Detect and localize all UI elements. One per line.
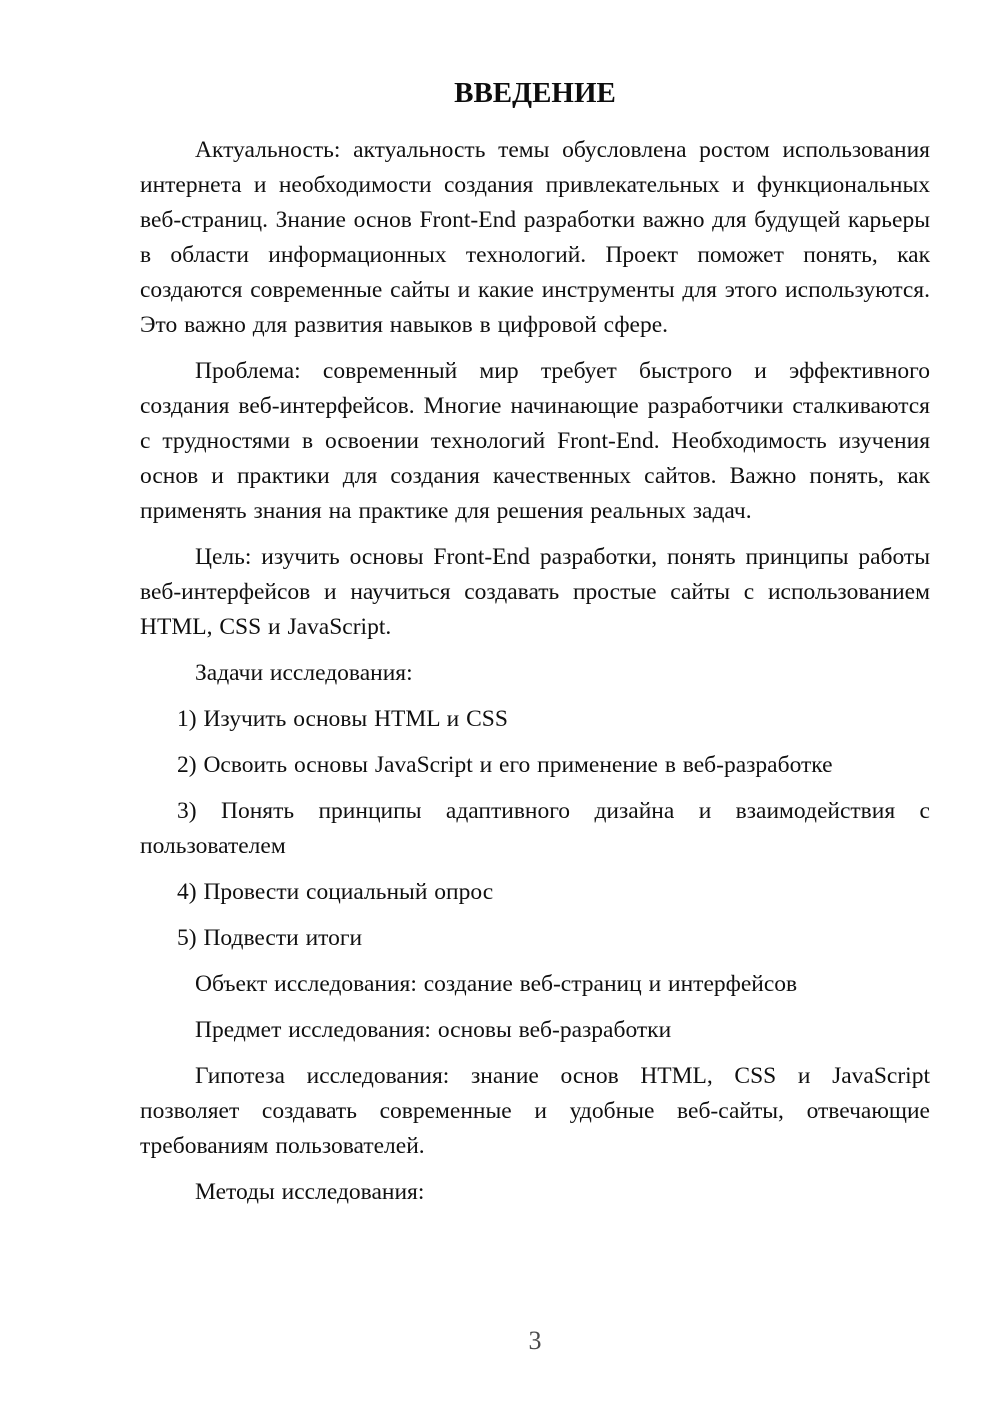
task-item-4: 4) Провести социальный опрос [177, 879, 494, 905]
paragraph-research-subject: Предмет исследования: основы веб-разработки [195, 1017, 672, 1043]
task-item-1: 1) Изучить основы HTML и CSS [177, 706, 508, 732]
paragraph-goal: Цель: изучить основы Front-End разработки, понять принципы работы веб-интерфейсов и научиться создавать простые сайты с использованием HTML, CSS и JavaScript. [140, 544, 930, 640]
page-number: 3 [528, 1326, 542, 1355]
tasks-label: Задачи исследования: [195, 660, 413, 686]
task-item-5: 5) Подвести итоги [177, 925, 363, 951]
methods-label: Методы исследования: [195, 1179, 425, 1205]
task-item-2: 2) Освоить основы JavaScript и его применение в веб-разработке [177, 752, 833, 778]
paragraph-problem: Проблема: современный мир требует быстрого и эффективного создания веб-интерфейсов. Многие начинающие разработчики сталкиваются с трудностями в освоении технологий Front-End. Необходимость изучения основ и практики для создания качественных сайтов. Важно понять, как применять знания на практике для решения реальных задач. [140, 358, 930, 524]
paragraph-relevance: Актуальность: актуальность темы обусловлена ростом использования интернета и необходимости создания привлекательных и функциональных веб-страниц. Знание основ Front-End разработки важно для будущей карьеры в области информационных технологий. Проект поможет понять, как создаются современные сайты и какие инструменты для этого используются. Это важно для развития навыков в цифровой сфере. [140, 137, 930, 338]
paragraph-research-object: Объект исследования: создание веб-страниц и интерфейсов [195, 971, 798, 997]
page-content [140, 76, 930, 1221]
paragraph-hypothesis: Гипотеза исследования: знание основ HTML, CSS и JavaScript позволяет создавать современные и удобные веб-сайты, отвечающие требованиям пользователей. [140, 1063, 930, 1159]
section-heading: ВВЕДЕНИЕ [454, 77, 616, 109]
task-item-3: 3) Понять принципы адаптивного дизайна и взаимодействия с пользователем [140, 798, 930, 859]
